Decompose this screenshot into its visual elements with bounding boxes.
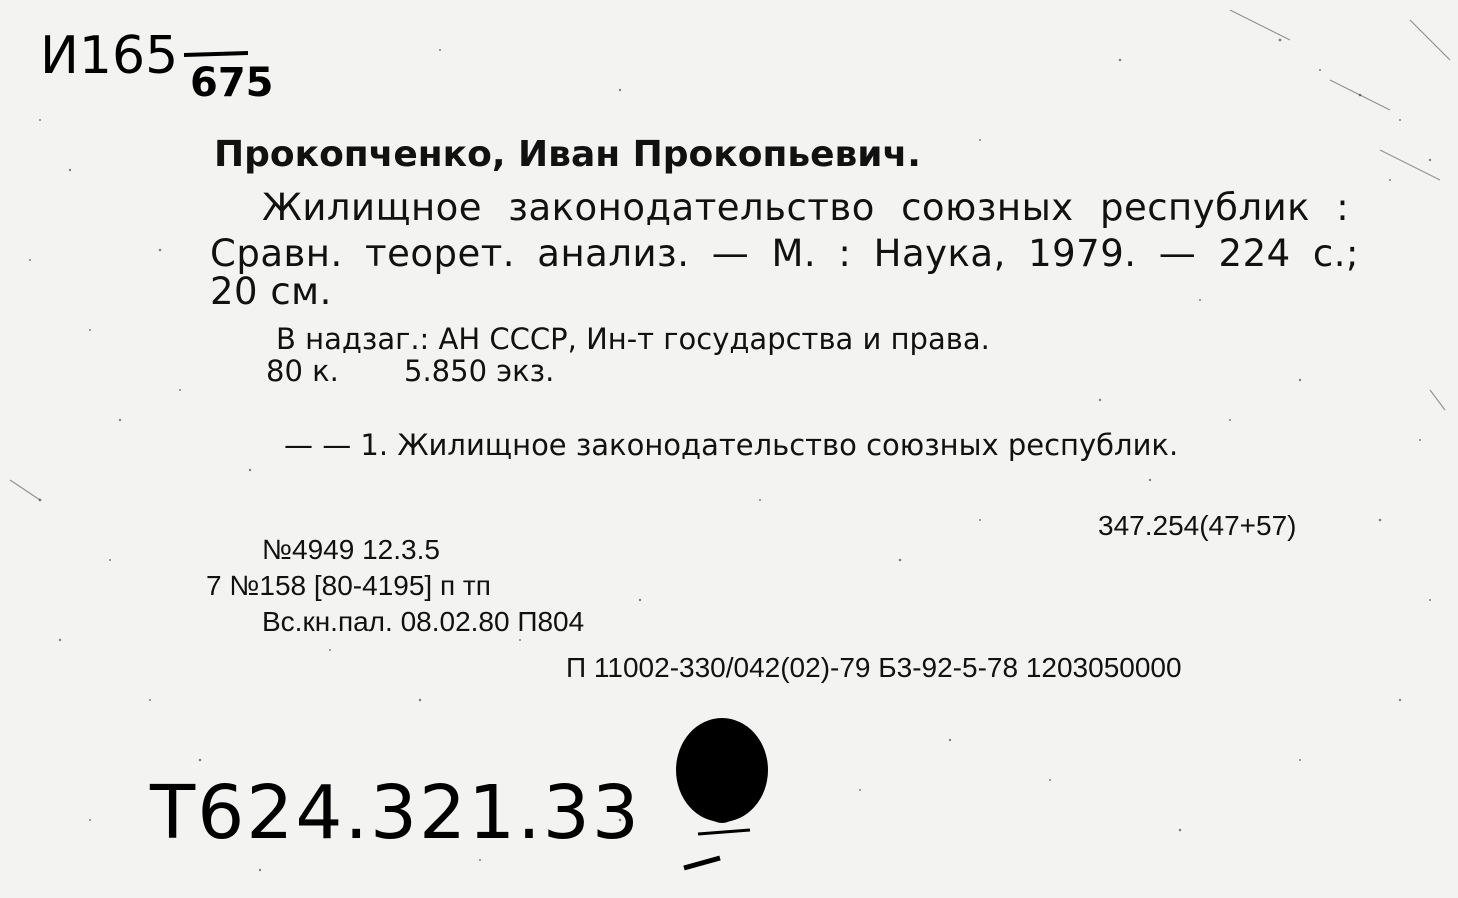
title-line-1: Жилищное законодательство союзных республик :: [262, 186, 1350, 229]
punch-hole: [670, 708, 780, 878]
udc-code: 347.254(47+57): [1098, 510, 1297, 541]
title-line-3: 20 см.: [210, 270, 332, 313]
handwritten-shelfmark-top: И165: [40, 26, 179, 86]
author-heading: Прокопченко, Иван Прокопьевич.: [214, 134, 921, 175]
handwritten-shelfmark-bottom: T624.321.33: [150, 770, 641, 856]
copies: 5.850 экз.: [404, 354, 555, 388]
fraction-bar: [182, 50, 252, 60]
note-line: В надзаг.: АН СССР, Ин-т государства и права.: [276, 322, 990, 356]
code-line-2: 7 №158 [80-4195] п тп: [206, 570, 491, 601]
title-line-2: Сравн. теорет. анализ. — М. : Наука, 1979. — 224 с.;: [210, 232, 1359, 275]
price: 80 к.: [266, 354, 339, 388]
subject-heading: — — 1. Жилищное законодательство союзных республик.: [284, 428, 1179, 462]
code-line-4: П 11002-330/042(02)-79 Б3-92-5-78 1203050000: [566, 652, 1182, 683]
code-line-1: №4949 12.3.5: [262, 534, 440, 565]
code-line-3: Вс.кн.пал. 08.02.80 П804: [262, 606, 585, 637]
handwritten-shelfmark-fraction: 675: [190, 60, 274, 106]
